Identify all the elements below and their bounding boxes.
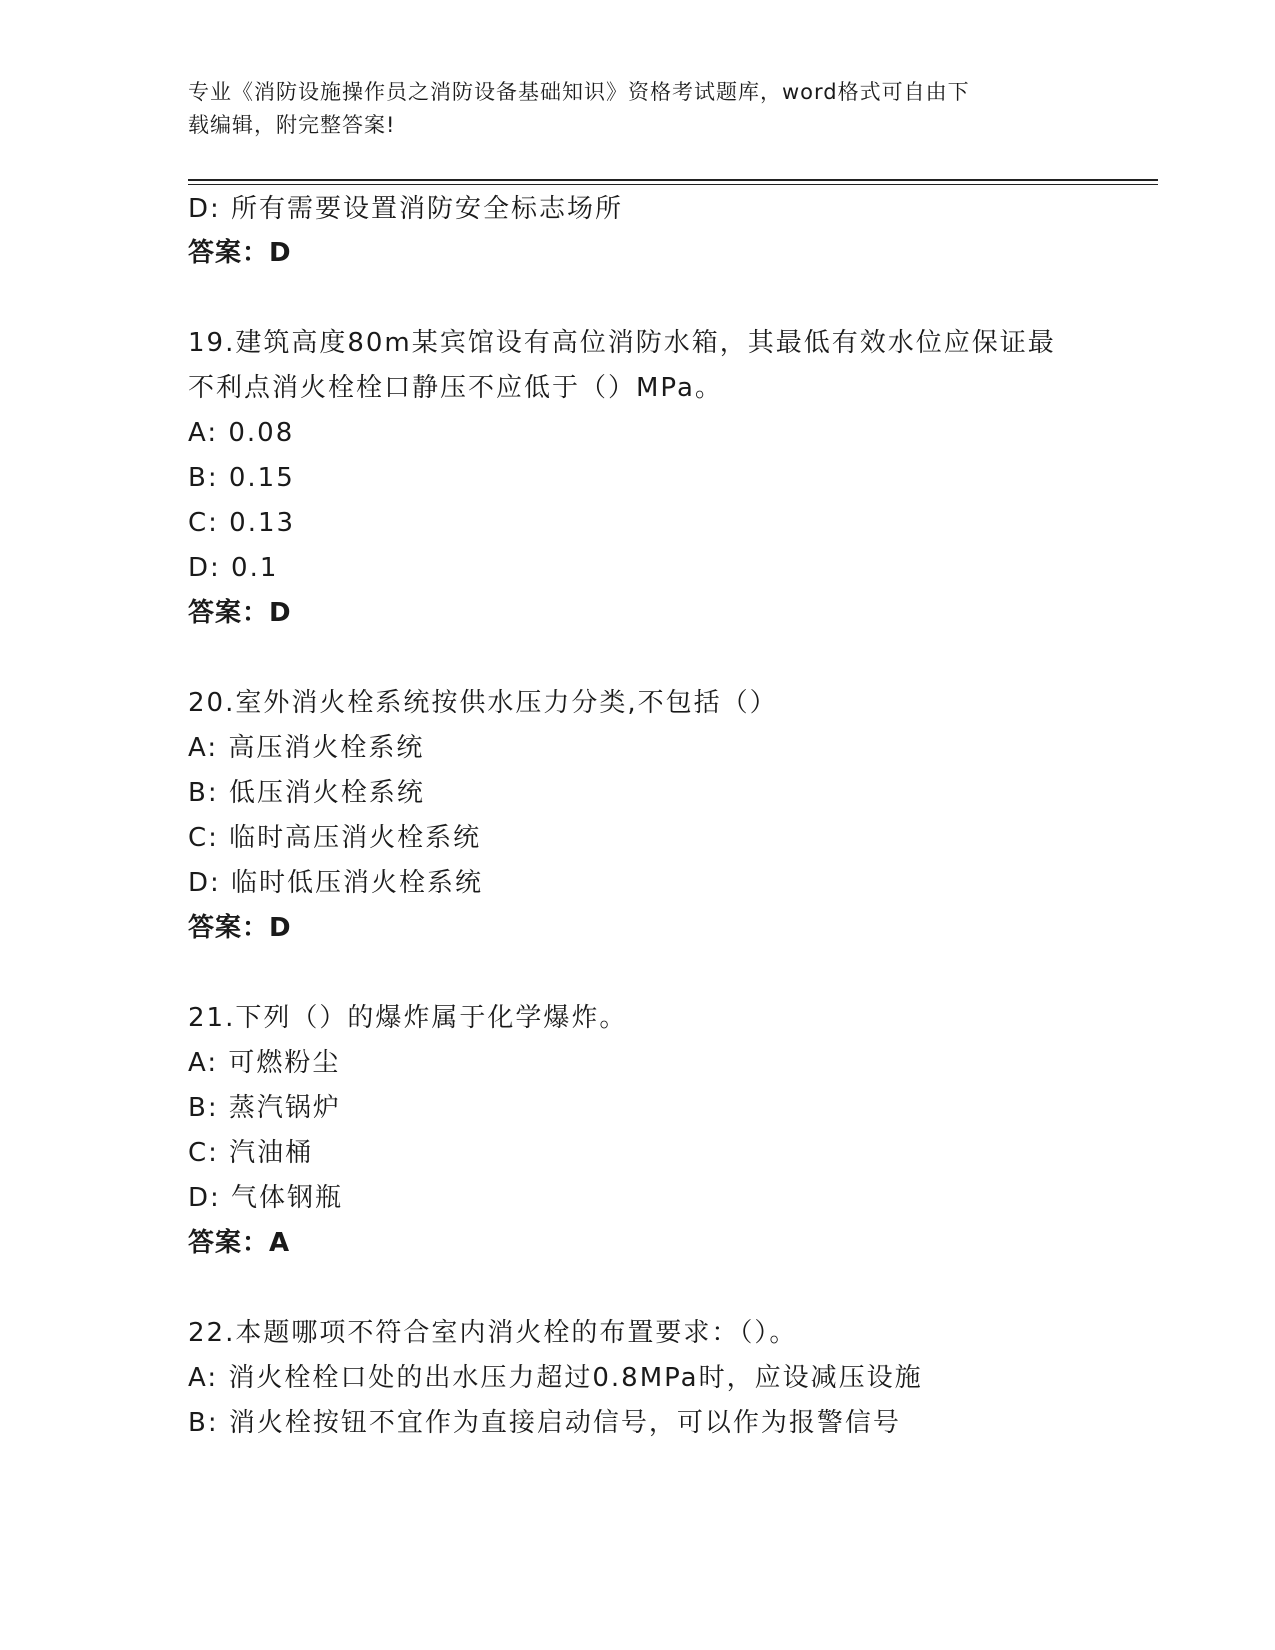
q22-stem: 22.本题哪项不符合室内消火栓的布置要求：（）。: [188, 1318, 798, 1348]
q20-option-b: B: 低压消火栓系统: [188, 778, 425, 808]
document-header: [188, 76, 1088, 142]
q20-option-d: D: 临时低压消火栓系统: [188, 868, 484, 898]
q21-option-c: C: 汽油桶: [188, 1138, 314, 1168]
header-divider-thin: [188, 184, 1158, 185]
prev-option-d: D: 所有需要设置消防安全标志场所: [188, 194, 624, 224]
q22-option-b: B: 消火栓按钮不宜作为直接启动信号，可以作为报警信号: [188, 1408, 901, 1438]
q19-answer: 答案：D: [188, 598, 292, 628]
q19-option-a: A: 0.08: [188, 418, 295, 448]
q21-option-d: D: 气体钢瓶: [188, 1183, 344, 1213]
q19-option-c: C: 0.13: [188, 508, 296, 538]
header-divider: [188, 179, 1158, 181]
q19-option-b: B: 0.15: [188, 463, 295, 493]
q20-answer: 答案：D: [188, 913, 292, 943]
q20-option-c: C: 临时高压消火栓系统: [188, 823, 482, 853]
header-line-2: 载编辑，附完整答案!: [188, 113, 396, 137]
q19-option-d: D: 0.1: [188, 553, 279, 583]
prev-answer: 答案：D: [188, 238, 292, 268]
q21-option-a: A: 可燃粉尘: [188, 1048, 341, 1078]
q20-option-a: A: 高压消火栓系统: [188, 733, 425, 763]
q19-stem-line-1: 19.建筑高度80m某宾馆设有高位消防水箱，其最低有效水位应保证最: [188, 328, 1056, 358]
q22-option-a: A: 消火栓栓口处的出水压力超过0.8MPa时，应设减压设施: [188, 1363, 923, 1393]
q21-answer: 答案：A: [188, 1228, 291, 1258]
q20-stem: 20.室外消火栓系统按供水压力分类,不包括（）: [188, 688, 778, 718]
q21-option-b: B: 蒸汽锅炉: [188, 1093, 341, 1123]
q21-stem: 21.下列（）的爆炸属于化学爆炸。: [188, 1003, 628, 1033]
header-line-1: 专业《消防设施操作员之消防设备基础知识》资格考试题库，word格式可自由下: [188, 80, 970, 104]
q19-stem-line-2: 不利点消火栓栓口静压不应低于（）MPa。: [188, 373, 723, 403]
